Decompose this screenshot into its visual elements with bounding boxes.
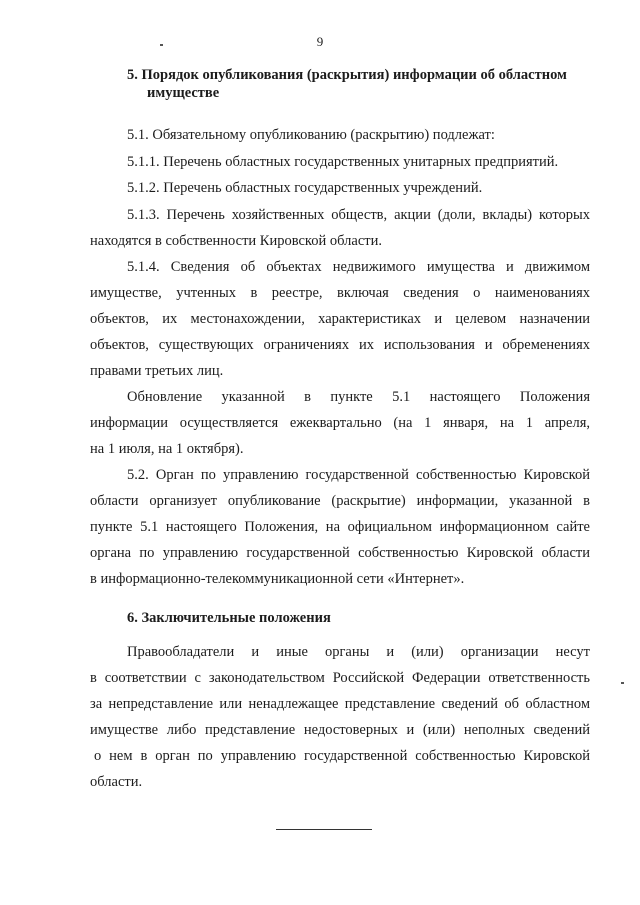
section-5-heading-line-2: имуществе xyxy=(147,85,220,101)
paragraph-5-1: 5.1. Обязательному опубликованию (раскрытию) подлежат: xyxy=(127,127,495,143)
paragraph-5-2-line-2: области организует опубликование (раскрытие) информации, указанной в xyxy=(90,493,590,509)
section-6-line-3: за непредставление или ненадлежащее представление сведений об областном xyxy=(90,696,590,712)
scan-speck xyxy=(621,682,624,684)
paragraph-5-1-4-line-2: имуществе, учтенных в реестре, включая сведения о наименованиях xyxy=(90,285,590,301)
paragraph-5-2-line-3: пункте 5.1 настоящего Положения, на официальном информационном сайте xyxy=(90,519,590,535)
section-6-line-4: имуществе либо представление недостоверных и (или) неполных сведений xyxy=(90,722,590,738)
paragraph-5-2-line-1: 5.2. Орган по управлению государственной собственностью Кировской xyxy=(127,467,590,483)
end-separator-line xyxy=(276,829,372,830)
paragraph-5-1-2: 5.1.2. Перечень областных государственных учреждений. xyxy=(127,180,483,196)
section-6-line-2: в соответствии с законодательством Российской Федерации ответственность xyxy=(90,670,590,686)
section-6-heading: 6. Заключительные положения xyxy=(127,610,331,626)
update-paragraph-line-2: информации осуществляется ежеквартально (на 1 января, на 1 апреля, xyxy=(90,415,590,431)
paragraph-5-1-1: 5.1.1. Перечень областных государственных унитарных предприятий. xyxy=(127,154,559,170)
paragraph-5-1-4-line-3: объектов, их местонахождении, характеристиках и целевом назначении xyxy=(90,311,590,327)
paragraph-5-1-3-line-2: находятся в собственности Кировской области. xyxy=(90,233,382,249)
section-5-heading-line-1: 5. Порядок опубликования (раскрытия) информации об областном xyxy=(127,67,567,83)
paragraph-5-1-4-line-4: объектов, существующих ограничениях их использования и обременениях xyxy=(90,337,590,353)
paragraph-5-2-line-4: органа по управлению государственной собственностью Кировской области xyxy=(90,545,590,561)
section-6-line-5: о нем в орган по управлению государственной собственностью Кировской xyxy=(94,748,590,764)
paragraph-5-1-4-line-1: 5.1.4. Сведения об объектах недвижимого имущества и движимом xyxy=(127,259,590,275)
update-paragraph-line-3: на 1 июля, на 1 октября). xyxy=(90,441,244,457)
section-6-line-1: Правообладатели и иные органы и (или) организации несут xyxy=(127,644,590,660)
update-paragraph-line-1: Обновление указанной в пункте 5.1 настоящего Положения xyxy=(127,389,590,405)
section-5-heading xyxy=(127,66,597,102)
paragraph-5-1-3-line-1: 5.1.3. Перечень хозяйственных обществ, акции (доли, вклады) которых xyxy=(127,207,590,223)
paragraph-5-2-line-5: в информационно-телекоммуникационной сети «Интернет». xyxy=(90,571,465,587)
section-6-line-6: области. xyxy=(90,774,143,790)
page-number: 9 xyxy=(316,34,324,49)
scan-speck xyxy=(160,44,163,46)
paragraph-5-1-4-line-5: правами третьих лиц. xyxy=(90,363,224,379)
